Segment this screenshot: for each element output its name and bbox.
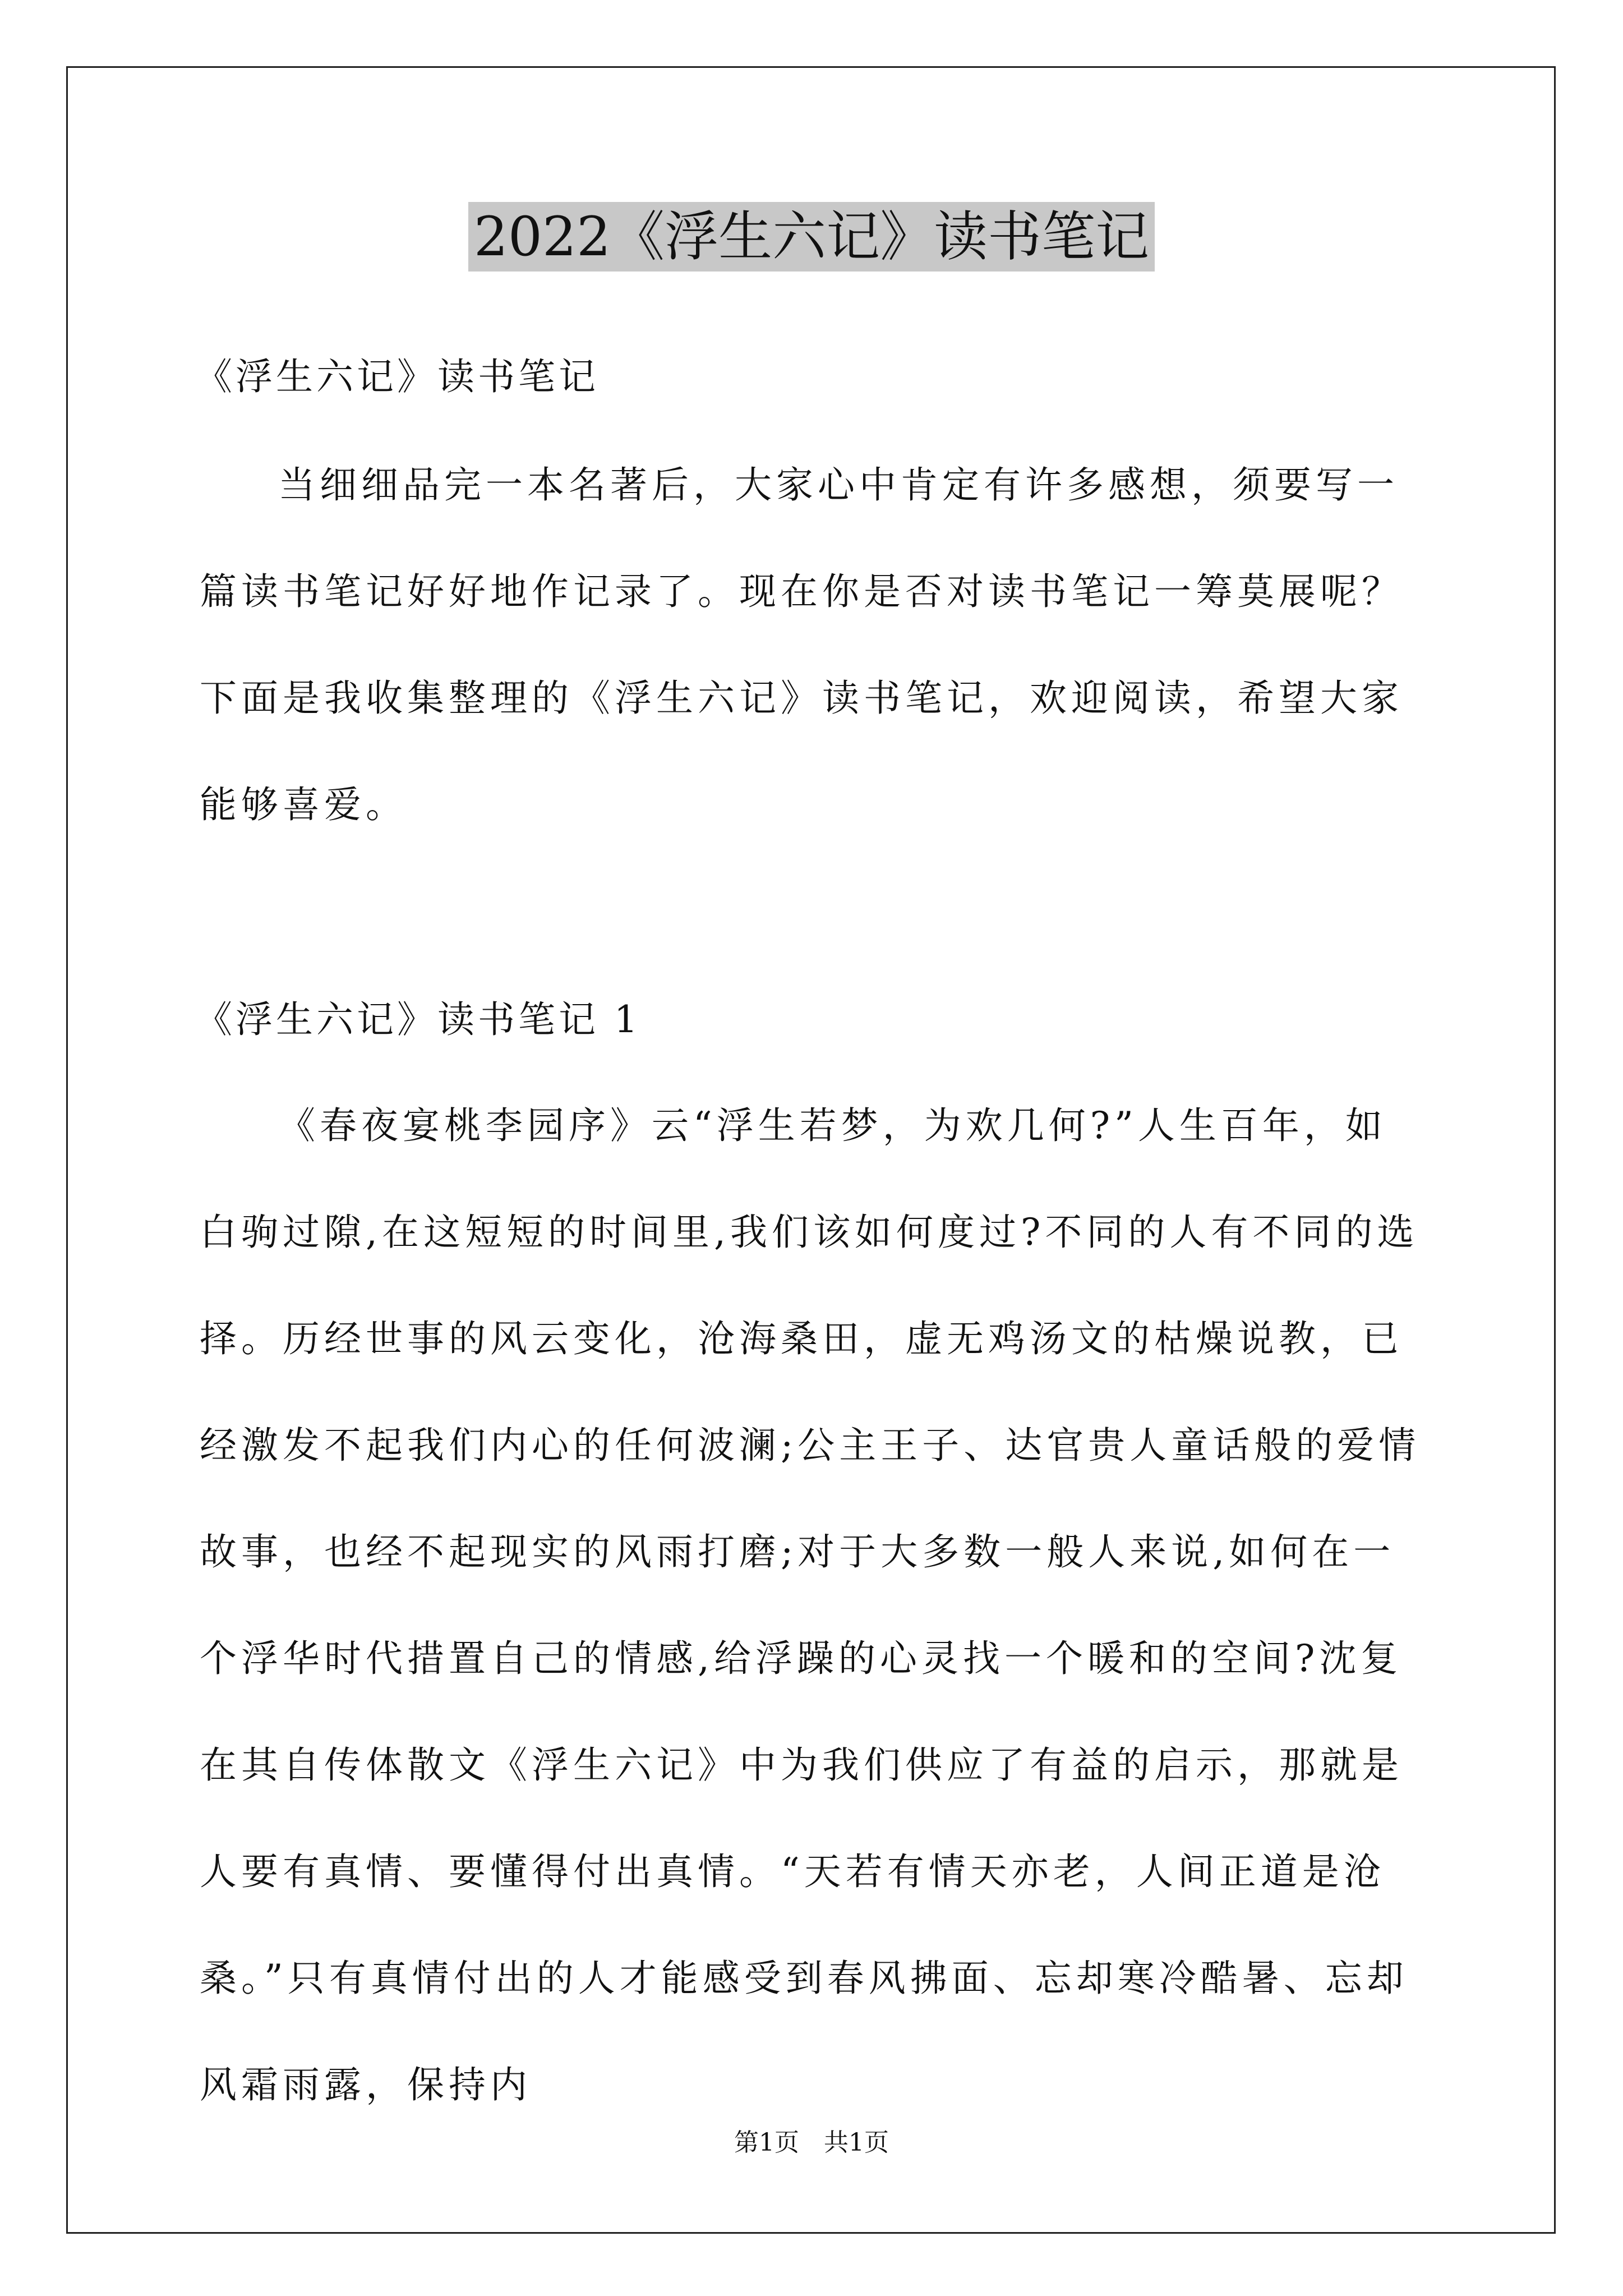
subtitle: 《浮生六记》读书笔记 — [195, 355, 599, 398]
page-footer: 第1页 共1页 — [734, 2128, 889, 2157]
document-title: 2022《浮生六记》读书笔记 — [468, 202, 1155, 272]
section-heading: 《浮生六记》读书笔记 1 — [195, 998, 641, 1041]
section-paragraph: 《春夜宴桃李园序》云“浮生若梦，为欢几何?”人生百年，如白驹过隙,在这短短的时间里,我们该如何度过?不同的人有不同的选择。历经世事的风云变化，沧海桑田，虚无鸡汤文的枯燥说教，已经激发不起我们内心的任何波澜;公主王子、达官贵人童话般的爱情故事，也经不起现实的风雨打磨;对于大多数一般人来说,如何在一个浮华时代措置自己的情感,给浮躁的心灵找一个暖和的空间?沈复在其自传体散文《浮生六记》中为我们供应了有益的启示，那就是人要有真情、要懂得付出真情。“天若有情天亦老，人间正道是沧桑。”只有真情付出的人才能感受到春风拂面、忘却寒冷酷暑、忘却风霜雨露，保持内 — [200, 1104, 1421, 2106]
intro-paragraph: 当细细品完一本名著后，大家心中肯定有许多感想，须要写一篇读书笔记好好地作记录了。现在你是否对读书笔记一筹莫展呢？下面是我收集整理的《浮生六记》读书笔记，欢迎阅读，希望大家能够喜爱。 — [200, 463, 1403, 826]
title-container — [0, 202, 1623, 272]
